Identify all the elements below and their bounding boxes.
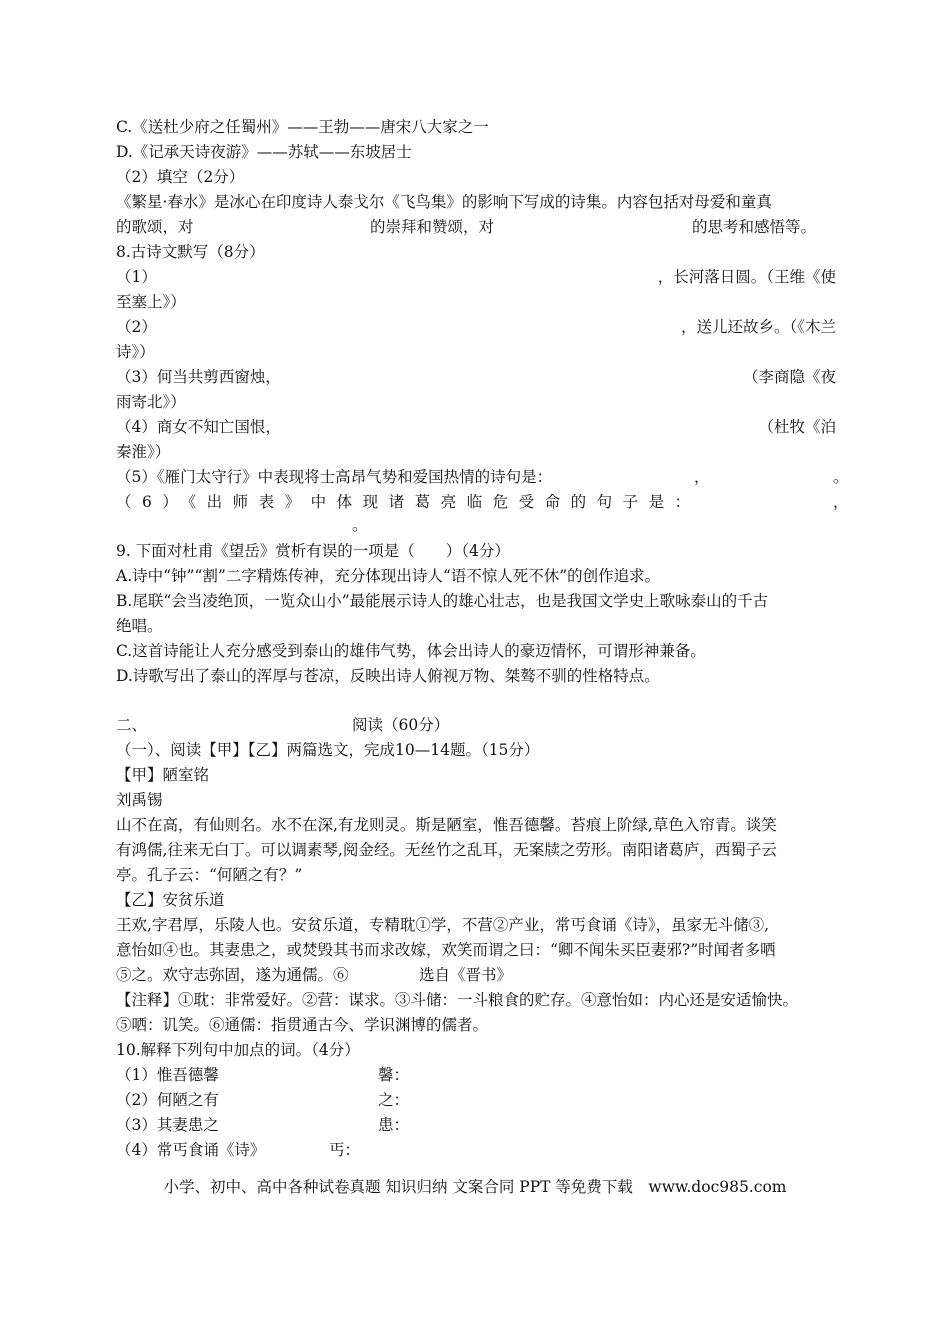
q8-l5-left: （5）《雁门太守行》中表现将士高昂气势和爱国热情的诗句是： bbox=[116, 468, 553, 486]
q8-l3-right: （李商隐《夜 bbox=[742, 368, 836, 386]
section2-part1: （一）、阅读【甲】【乙】两篇选文，完成10—14题。（15分） bbox=[116, 741, 540, 759]
q10-item3-right: 患： bbox=[378, 1116, 410, 1134]
q8-l3-cont: 雨寄北》） bbox=[116, 393, 186, 411]
q8-l2-cont: 诗》） bbox=[116, 343, 155, 361]
jia-text1: 山不在高，有仙则名。水不在深,有龙则灵。斯是陋室，惟吾德馨。苔痕上阶绿,草色入帘青。谈笑 bbox=[116, 816, 777, 834]
q8-l2-right: ，送儿还故乡。（《木兰 bbox=[680, 318, 836, 336]
note-line2: ⑤哂：讥笑。⑥通儒：指贯通古今、学识渊博的儒者。 bbox=[116, 1016, 489, 1034]
q10-item1-right: 馨： bbox=[378, 1066, 410, 1084]
yi-text3b: 选自《晋书》 bbox=[419, 966, 513, 984]
section2-num: 二、 bbox=[116, 716, 148, 734]
q8-l3-left: （3）何当共剪西窗烛， bbox=[116, 368, 281, 386]
yi-title: 【乙】安贫乐道 bbox=[116, 891, 225, 909]
q8-l6-comma: ， bbox=[833, 493, 849, 511]
q10-item2-left: （2）何陋之有 bbox=[116, 1091, 219, 1109]
q10-item4-left: （4）常丐食诵《诗》 bbox=[116, 1141, 266, 1159]
section2-title: 阅读（60分） bbox=[352, 716, 450, 734]
q10-title: 10.解释下列句中加点的词。（4分） bbox=[116, 1041, 360, 1059]
q7-sub2-text2b: 的崇拜和赞颂，对 bbox=[370, 218, 495, 236]
q7-sub2-text2a: 的歌颂，对 bbox=[116, 218, 194, 236]
q9-option-a: A.诗中“钟”“割”二字精炼传神，充分体现出诗人“语不惊人死不休”的创作追求。 bbox=[116, 567, 661, 585]
q9-option-b2: 绝唱。 bbox=[116, 617, 163, 635]
yi-text2: 意怡如④也。其妻患之，或焚毁其书而求改嫁，欢笑而谓之曰：“卿不闻朱买臣妻邪?”时闻者多哂 bbox=[116, 941, 776, 959]
q8-l1-cont: 至塞上》） bbox=[116, 293, 186, 311]
jia-text2: 有鸿儒,往来无白丁。可以调素琴,阅金经。无丝竹之乱耳，无案牍之劳形。南阳诸葛庐，西蜀子云 bbox=[116, 841, 777, 859]
q7-sub2-text1: 《繁星·春水》是冰心在印度诗人泰戈尔《飞鸟集》的影响下写成的诗集。内容包括对母爱和童真 bbox=[116, 193, 772, 211]
q8-l2-num: （2） bbox=[116, 318, 157, 336]
q8-l4-left: （4）商女不知亡国恨， bbox=[116, 418, 281, 436]
yi-text1: 王欢,字君厚，乐陵人也。安贫乐道，专精耽①学，不营②产业，常丐食诵《诗》，虽家无斗储③, bbox=[116, 916, 770, 934]
q8-l5-end: 。 bbox=[833, 468, 849, 486]
q8-l4-cont: 秦淮》） bbox=[116, 443, 171, 461]
yi-text3a: ⑤之。欢守志弥固，遂为通儒。⑥ bbox=[116, 966, 349, 984]
q8-l1-num: （1） bbox=[116, 268, 157, 286]
q7-option-d: D.《记承天诗夜游》——苏轼——东坡居士 bbox=[116, 143, 412, 161]
jia-author: 刘禹锡 bbox=[116, 791, 163, 809]
q10-item2-right: 之： bbox=[378, 1091, 410, 1109]
q8-l6-end: 。 bbox=[352, 516, 368, 534]
q9-option-b1: B.尾联“会当凌绝顶，一览众山小”最能展示诗人的雄心壮志，也是我国文学史上歌咏泰山的千古 bbox=[116, 592, 769, 610]
q8-l4-right: （杜牧《泊 bbox=[758, 418, 836, 436]
q7-sub2-title: （2）填空（2分） bbox=[116, 168, 245, 186]
q9-option-c: C.这首诗能让人充分感受到泰山的雄伟气势，体会出诗人的豪迈情怀，可谓形神兼备。 bbox=[116, 642, 706, 660]
jia-text3: 亭。孔子云：“何陋之有？” bbox=[116, 866, 303, 884]
jia-title: 【甲】陋室铭 bbox=[116, 766, 210, 784]
q9-option-d: D.诗歌写出了泰山的浑厚与苍凉，反映出诗人俯视万物、桀骜不驯的性格特点。 bbox=[116, 667, 660, 685]
q10-item4-right: 丐： bbox=[329, 1141, 361, 1159]
q8-title: 8.古诗文默写（8分） bbox=[116, 243, 265, 261]
q7-option-c: C.《送杜少府之任蜀州》——王勃——唐宋八大家之一 bbox=[116, 118, 489, 136]
q9-title: 9. 下面对杜甫《望岳》赏析有误的一项是（ ）（4分） bbox=[116, 542, 510, 560]
q10-item3-left: （3）其妻患之 bbox=[116, 1116, 219, 1134]
q10-item1-left: （1）惟吾德馨 bbox=[116, 1066, 219, 1084]
q7-sub2-text2c: 的思考和感悟等。 bbox=[692, 218, 817, 236]
page-footer: 小学、初中、高中各种试卷真题 知识归纳 文案合同 PPT 等免费下载 www.doc985.com bbox=[163, 1178, 787, 1196]
q8-l1-right: ，长河落日圆。（王维《使 bbox=[657, 268, 836, 286]
q8-l6-left: （6）《出师表》中体现诸葛亮临危受命的句子是： bbox=[116, 493, 701, 511]
note-line1: 【注释】①耽：非常爱好。②营：谋求。③斗储：一斗粮食的贮存。④意怡如：内心还是安适愉快。 bbox=[116, 991, 799, 1009]
q8-l5-comma: ， bbox=[694, 468, 710, 486]
